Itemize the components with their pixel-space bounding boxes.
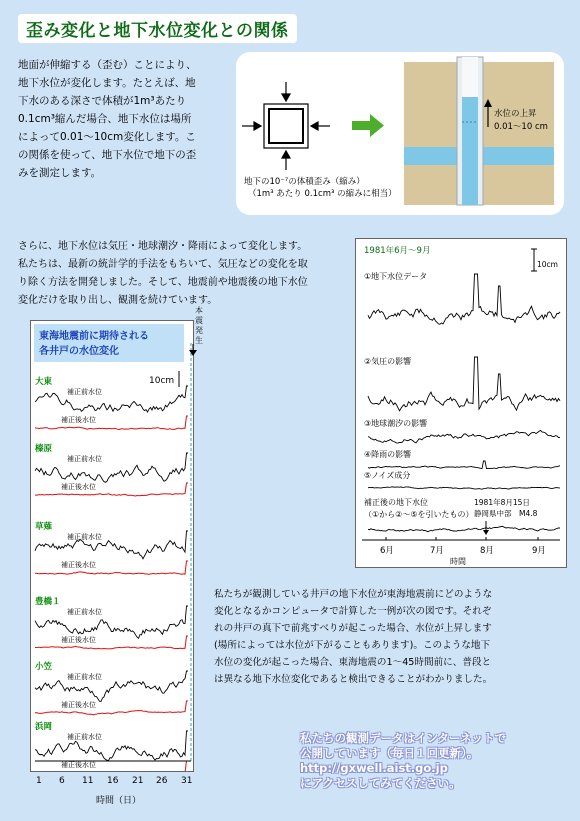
post-correction-trace bbox=[35, 761, 188, 771]
well-name: 榛原 bbox=[35, 444, 53, 454]
page-title: 歪み変化と地下水位変化との関係 bbox=[18, 14, 297, 43]
trace-rain bbox=[368, 461, 560, 469]
trace-label-2: ②気圧の影響 bbox=[364, 357, 412, 366]
x-tick: 16 bbox=[107, 776, 119, 786]
pre-correction-trace bbox=[35, 453, 188, 482]
x-axis-label: 時間 bbox=[450, 557, 466, 566]
x-tick: 1 bbox=[36, 776, 42, 786]
post-correction-trace bbox=[35, 701, 188, 715]
well-name: 草薙 bbox=[35, 522, 53, 532]
pre-label: 補正前水位 bbox=[67, 608, 102, 616]
post-label: 補正後水位 bbox=[61, 636, 96, 644]
strain-diagram bbox=[236, 52, 564, 215]
pre-label: 補正前水位 bbox=[67, 673, 102, 681]
event-date: 1981年8月15日 bbox=[474, 498, 530, 507]
pre-correction-trace bbox=[35, 606, 188, 638]
x-tick-aug: 8月 bbox=[480, 546, 494, 556]
corrected-label-1: 補正後の地下水位 bbox=[364, 498, 428, 507]
post-correction-trace bbox=[35, 483, 188, 496]
corrected-label-2: （①から②～⑤を引いたもの） bbox=[364, 510, 474, 519]
well-name: 浜岡 bbox=[35, 722, 53, 732]
post-correction-trace bbox=[35, 561, 188, 574]
post-label: 補正後水位 bbox=[61, 761, 96, 769]
trace-label-3: ③地球潮汐の影響 bbox=[364, 419, 428, 428]
decomposition-chart bbox=[355, 238, 567, 568]
pre-label: 補正前水位 bbox=[67, 733, 102, 741]
trace-tide bbox=[368, 430, 560, 443]
quake-label-char: 発 bbox=[195, 326, 203, 335]
well-level-chart bbox=[30, 320, 194, 772]
quake-label-char: 震 bbox=[195, 316, 203, 325]
scale-label: 10cm bbox=[537, 260, 558, 269]
rise-range: 0.01～10 cm bbox=[494, 122, 548, 132]
pre-correction-trace bbox=[35, 531, 188, 559]
strain-diagram-panel bbox=[236, 52, 564, 215]
x-tick: 31 bbox=[181, 776, 193, 786]
trace-corrected bbox=[368, 527, 560, 532]
period-label: 1981年6月～9月 bbox=[364, 246, 431, 256]
volume-inner-square bbox=[269, 109, 303, 143]
trace-label-5: ⑤ノイズ成分 bbox=[364, 471, 411, 480]
left-scale-label: 10cm bbox=[149, 376, 175, 386]
trace-label-4: ④降雨の影響 bbox=[364, 450, 412, 459]
post-correction-trace bbox=[35, 416, 188, 430]
strain-caption-1: 地下の10⁻⁷の体積歪み（縮み） bbox=[244, 177, 365, 187]
intro-paragraph: 地面が伸縮する（歪む）ことにより、 地下水位が変化します。たとえば、地 下水のある深さで体積が1m³あたり 0.1cm³縮んだ場合、地下水位は場所 によって0.01～10cm変化します。こ の関係を使って、地下水位で地下の歪 みを測定します。 bbox=[18, 59, 197, 179]
pre-correction-trace bbox=[35, 386, 188, 412]
well-name: 豊橋１ bbox=[35, 597, 61, 607]
x-tick: 21 bbox=[132, 776, 144, 786]
strain-caption-2: （1m³ あたり 0.1cm³ の縮みに相当） bbox=[248, 189, 397, 199]
post-correction-trace bbox=[35, 636, 188, 649]
well-name: 小笠 bbox=[35, 662, 53, 672]
x-tick: 26 bbox=[156, 776, 168, 786]
quake-label bbox=[193, 306, 205, 346]
rise-label: 水位の上昇 bbox=[494, 109, 537, 119]
bottom-paragraph: 私たちが観測している井戸の地下水位が東海地震前にどのような 変化となるかコンピュータで計算した一例が次の図です。それぞ れの井戸の真下で前兆すべりが起こった場合、水位が上昇します (場所によっては水位が下がることもあります)。このような地下 水位の変化が起こった場合、東海地震の1～45時間前に、普段と は異なる地下水位変化であると検出できることがわかりました。 bbox=[214, 589, 493, 685]
decomposition-chart-svg bbox=[356, 239, 566, 567]
event-place: 静岡県中部 M4.8 bbox=[474, 509, 538, 518]
x-tick: 11 bbox=[82, 776, 94, 786]
x-tick: 6 bbox=[59, 776, 65, 786]
post-label: 補正後水位 bbox=[61, 483, 96, 491]
pre-correction-trace bbox=[35, 731, 188, 761]
x-tick-jul: 7月 bbox=[430, 546, 444, 556]
post-label: 補正後水位 bbox=[61, 561, 96, 569]
middle-paragraph: さらに、地下水位は気圧・地球潮汐・降雨によって変化します。 私たちは、最新の統計学的手法をもちいて、気圧などの変化を取 り除く方法を開発しました。そして、地震前や地震後の地下水位 変化だけを取り出し、観測を続けています。 bbox=[18, 241, 308, 306]
green-arrow-icon bbox=[352, 114, 384, 137]
pre-correction-trace bbox=[35, 671, 188, 701]
x-tick-sep: 9月 bbox=[532, 546, 546, 556]
x-tick-jun: 6月 bbox=[380, 546, 394, 556]
left-x-axis-label: 時間（日） bbox=[96, 796, 142, 806]
trace-label-1: ①地下水位データ bbox=[364, 272, 428, 281]
post-label: 補正後水位 bbox=[61, 416, 96, 424]
chart-title-2: 各井戸の水位変化 bbox=[39, 346, 119, 357]
well-water bbox=[462, 97, 478, 205]
post-label: 補正後水位 bbox=[61, 701, 96, 709]
web-notice: 私たちの観測データはインターネットで 公開しています（毎日１回更新）。 http://gxwell.aist.go.jp にアクセスしてみてください。 bbox=[300, 731, 506, 790]
trace-raw bbox=[368, 274, 560, 324]
trace-noise bbox=[368, 487, 560, 489]
well-name: 大東 bbox=[35, 377, 53, 387]
pre-label: 補正前水位 bbox=[67, 455, 102, 463]
chart-title-1: 東海地震前に期待される bbox=[39, 331, 149, 342]
pre-label: 補正前水位 bbox=[67, 388, 102, 396]
quake-arrow-icon bbox=[186, 344, 200, 356]
quake-label-char: 本 bbox=[195, 306, 203, 315]
well-level-chart-svg bbox=[31, 321, 193, 771]
quake-label-char: 生 bbox=[195, 336, 203, 345]
pre-label: 補正前水位 bbox=[67, 533, 102, 541]
